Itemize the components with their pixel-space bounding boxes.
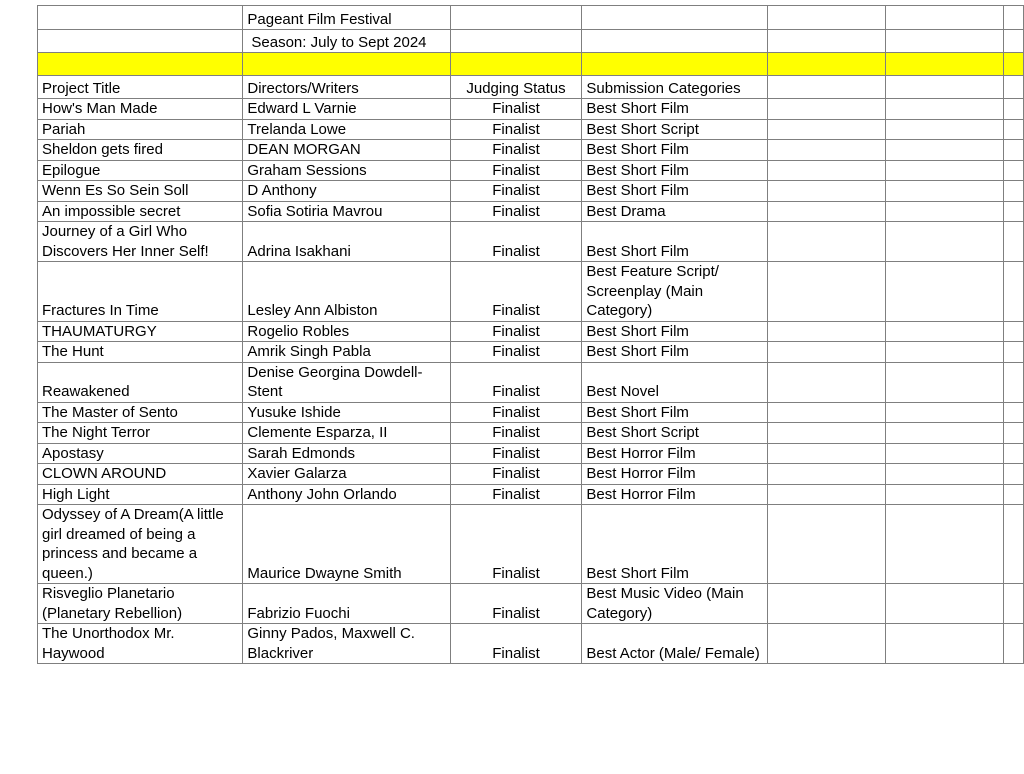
cell[interactable] (885, 30, 1004, 53)
project-title-cell[interactable]: Fractures In Time (38, 262, 243, 322)
header-submission-categories[interactable]: Submission Categories (582, 76, 768, 99)
cell[interactable] (885, 201, 1004, 222)
judging-status-cell[interactable]: Finalist (450, 99, 582, 120)
cell[interactable] (768, 464, 886, 485)
cell[interactable] (885, 362, 1004, 402)
cell[interactable] (885, 76, 1004, 99)
submission-category-cell[interactable]: Best Drama (582, 201, 768, 222)
cell[interactable] (1004, 321, 1024, 342)
project-title-cell[interactable]: Pariah (38, 119, 243, 140)
project-title-cell[interactable]: The Master of Sento (38, 402, 243, 423)
cell[interactable] (885, 624, 1004, 664)
submission-category-cell[interactable]: Best Horror Film (582, 443, 768, 464)
submission-category-cell[interactable]: Best Short Film (582, 181, 768, 202)
director-writer-cell[interactable]: DEAN MORGAN (243, 140, 450, 161)
cell[interactable] (885, 53, 1004, 76)
judging-status-cell[interactable]: Finalist (450, 119, 582, 140)
director-writer-cell[interactable]: Sarah Edmonds (243, 443, 450, 464)
sheet-body (38, 6, 1024, 664)
cell[interactable] (582, 6, 768, 30)
festival-season[interactable]: Season: July to Sept 2024 (243, 30, 450, 53)
director-writer-cell[interactable]: Xavier Galarza (243, 464, 450, 485)
director-writer-cell[interactable]: Yusuke Ishide (243, 402, 450, 423)
festival-name-row (38, 6, 1024, 30)
cell[interactable] (1004, 423, 1024, 444)
cell[interactable] (768, 624, 886, 664)
judging-status-cell[interactable]: Finalist (450, 222, 582, 262)
submission-category-cell[interactable]: Best Short Film (582, 402, 768, 423)
table-row (38, 181, 1024, 202)
table-row (38, 342, 1024, 363)
project-title-cell[interactable]: Sheldon gets fired (38, 140, 243, 161)
cell[interactable] (1004, 160, 1024, 181)
judging-status-cell[interactable]: Finalist (450, 505, 582, 584)
cell[interactable] (1004, 53, 1024, 76)
submission-category-cell[interactable]: Best Music Video (Main Category) (582, 584, 768, 624)
cell[interactable] (38, 30, 243, 53)
submission-category-cell[interactable]: Best Horror Film (582, 484, 768, 505)
table-row (38, 99, 1024, 120)
cell[interactable] (1004, 402, 1024, 423)
submission-category-cell[interactable]: Best Short Film (582, 222, 768, 262)
cell[interactable] (885, 342, 1004, 363)
cell[interactable] (1004, 181, 1024, 202)
project-title-cell[interactable]: Apostasy (38, 443, 243, 464)
cell[interactable] (885, 402, 1004, 423)
judging-status-cell[interactable]: Finalist (450, 484, 582, 505)
table-row (38, 423, 1024, 444)
cell[interactable] (885, 443, 1004, 464)
table-row (38, 505, 1024, 584)
project-title-cell[interactable]: The Unorthodox Mr. Haywood (38, 624, 243, 664)
judging-status-cell[interactable]: Finalist (450, 160, 582, 181)
cell[interactable] (1004, 464, 1024, 485)
judging-status-cell[interactable]: Finalist (450, 464, 582, 485)
project-title-cell[interactable]: The Hunt (38, 342, 243, 363)
project-title-cell[interactable]: Journey of a Girl Who Discovers Her Inner Self! (38, 222, 243, 262)
table-row (38, 201, 1024, 222)
judging-status-cell[interactable]: Finalist (450, 262, 582, 322)
cell[interactable] (768, 443, 886, 464)
cell[interactable] (768, 140, 886, 161)
table-row (38, 160, 1024, 181)
project-title-cell[interactable]: An impossible secret (38, 201, 243, 222)
table-row (38, 443, 1024, 464)
cell[interactable] (1004, 484, 1024, 505)
director-writer-cell[interactable]: Graham Sessions (243, 160, 450, 181)
cell[interactable] (450, 53, 582, 76)
table-row (38, 321, 1024, 342)
cell[interactable] (1004, 140, 1024, 161)
cell[interactable] (768, 362, 886, 402)
cell[interactable] (885, 464, 1004, 485)
director-writer-cell[interactable]: Edward L Varnie (243, 99, 450, 120)
judging-status-cell[interactable]: Finalist (450, 423, 582, 444)
submission-category-cell[interactable]: Best Horror Film (582, 464, 768, 485)
cell[interactable] (885, 181, 1004, 202)
table-row (38, 362, 1024, 402)
cell[interactable] (768, 423, 886, 444)
cell[interactable] (885, 262, 1004, 322)
column-header-row (38, 76, 1024, 99)
director-writer-cell[interactable]: Rogelio Robles (243, 321, 450, 342)
submission-category-cell[interactable]: Best Short Film (582, 99, 768, 120)
director-writer-cell[interactable]: D Anthony (243, 181, 450, 202)
director-writer-cell[interactable]: Sofia Sotiria Mavrou (243, 201, 450, 222)
submission-category-cell[interactable]: Best Actor (Male/ Female) (582, 624, 768, 664)
cell[interactable] (885, 584, 1004, 624)
cell[interactable] (768, 342, 886, 363)
director-writer-cell[interactable]: Anthony John Orlando (243, 484, 450, 505)
judging-status-cell[interactable]: Finalist (450, 181, 582, 202)
table-row (38, 624, 1024, 664)
submission-category-cell[interactable]: Best Short Script (582, 423, 768, 444)
highlighted-separator-row (38, 53, 1024, 76)
cell[interactable] (243, 53, 450, 76)
cell[interactable] (885, 160, 1004, 181)
cell[interactable] (768, 76, 886, 99)
cell[interactable] (1004, 201, 1024, 222)
cell[interactable] (768, 505, 886, 584)
cell[interactable] (1004, 624, 1024, 664)
table-row (38, 222, 1024, 262)
submission-category-cell[interactable]: Best Short Film (582, 160, 768, 181)
cell[interactable] (38, 53, 243, 76)
judging-status-cell[interactable]: Finalist (450, 584, 582, 624)
table-row (38, 119, 1024, 140)
project-title-cell[interactable]: High Light (38, 484, 243, 505)
cell[interactable] (768, 584, 886, 624)
cell[interactable] (768, 53, 886, 76)
submission-category-cell[interactable]: Best Short Film (582, 505, 768, 584)
project-title-cell[interactable]: CLOWN AROUND (38, 464, 243, 485)
cell[interactable] (768, 484, 886, 505)
director-writer-cell[interactable]: Fabrizio Fuochi (243, 584, 450, 624)
cell[interactable] (885, 6, 1004, 30)
header-judging-status[interactable]: Judging Status (450, 76, 582, 99)
festival-results-sheet (37, 5, 1024, 664)
submission-category-cell[interactable]: Best Short Film (582, 140, 768, 161)
cell[interactable] (768, 160, 886, 181)
cell[interactable] (768, 6, 886, 30)
cell[interactable] (885, 484, 1004, 505)
cell[interactable] (1004, 443, 1024, 464)
cell[interactable] (768, 222, 886, 262)
director-writer-cell[interactable]: Lesley Ann Albiston (243, 262, 450, 322)
cell[interactable] (768, 402, 886, 423)
cell[interactable] (1004, 584, 1024, 624)
project-title-cell[interactable]: How's Man Made (38, 99, 243, 120)
header-project-title[interactable]: Project Title (38, 76, 243, 99)
project-title-cell[interactable]: THAUMATURGY (38, 321, 243, 342)
cell[interactable] (768, 262, 886, 322)
judging-status-cell[interactable]: Finalist (450, 321, 582, 342)
director-writer-cell[interactable]: Amrik Singh Pabla (243, 342, 450, 363)
cell[interactable] (582, 30, 768, 53)
cell[interactable] (768, 201, 886, 222)
table-row (38, 464, 1024, 485)
cell[interactable] (885, 140, 1004, 161)
submission-category-cell[interactable]: Best Novel (582, 362, 768, 402)
festival-name[interactable]: Pageant Film Festival (243, 6, 450, 30)
cell[interactable] (1004, 119, 1024, 140)
table-row (38, 584, 1024, 624)
table-row (38, 402, 1024, 423)
cell[interactable] (582, 53, 768, 76)
judging-status-cell[interactable]: Finalist (450, 362, 582, 402)
judging-status-cell[interactable]: Finalist (450, 140, 582, 161)
cell[interactable] (768, 119, 886, 140)
judging-status-cell[interactable]: Finalist (450, 201, 582, 222)
director-writer-cell[interactable]: Clemente Esparza, II (243, 423, 450, 444)
cell[interactable] (768, 30, 886, 53)
cell[interactable] (1004, 342, 1024, 363)
cell[interactable] (450, 30, 582, 53)
table-row (38, 262, 1024, 322)
cell[interactable] (885, 321, 1004, 342)
submission-category-cell[interactable]: Best Short Film (582, 342, 768, 363)
cell[interactable] (885, 505, 1004, 584)
table-row (38, 140, 1024, 161)
director-writer-cell[interactable]: Trelanda Lowe (243, 119, 450, 140)
judging-status-cell[interactable]: Finalist (450, 624, 582, 664)
cell[interactable] (885, 222, 1004, 262)
director-writer-cell[interactable]: Ginny Pados, Maxwell C. Blackriver (243, 624, 450, 664)
project-title-cell[interactable]: Wenn Es So Sein Soll (38, 181, 243, 202)
header-directors-writers[interactable]: Directors/Writers (243, 76, 450, 99)
cell[interactable] (1004, 222, 1024, 262)
director-writer-cell[interactable]: Maurice Dwayne Smith (243, 505, 450, 584)
submission-category-cell[interactable]: Best Short Film (582, 321, 768, 342)
cell[interactable] (1004, 262, 1024, 322)
cell[interactable] (1004, 76, 1024, 99)
submission-category-cell[interactable]: Best Short Script (582, 119, 768, 140)
director-writer-cell[interactable]: Denise Georgina Dowdell-Stent (243, 362, 450, 402)
project-title-cell[interactable]: Risveglio Planetario (Planetary Rebellion) (38, 584, 243, 624)
submission-category-cell[interactable]: Best Feature Script/ Screenplay (Main Category) (582, 262, 768, 322)
cell[interactable] (1004, 505, 1024, 584)
judging-status-cell[interactable]: Finalist (450, 342, 582, 363)
cell[interactable] (885, 119, 1004, 140)
project-title-cell[interactable]: Reawakened (38, 362, 243, 402)
season-row (38, 30, 1024, 53)
cell[interactable] (38, 6, 243, 30)
cell[interactable] (1004, 30, 1024, 53)
cell[interactable] (768, 321, 886, 342)
cell[interactable] (1004, 99, 1024, 120)
judging-status-cell[interactable]: Finalist (450, 402, 582, 423)
project-title-cell[interactable]: Epilogue (38, 160, 243, 181)
table-row (38, 484, 1024, 505)
cell[interactable] (1004, 6, 1024, 30)
cell[interactable] (885, 99, 1004, 120)
project-title-cell[interactable]: Odyssey of A Dream(A little girl dreamed of being a princess and became a queen.) (38, 505, 243, 584)
project-title-cell[interactable]: The Night Terror (38, 423, 243, 444)
judging-status-cell[interactable]: Finalist (450, 443, 582, 464)
cell[interactable] (768, 99, 886, 120)
cell[interactable] (1004, 362, 1024, 402)
director-writer-cell[interactable]: Adrina Isakhani (243, 222, 450, 262)
cell[interactable] (768, 181, 886, 202)
cell[interactable] (885, 423, 1004, 444)
cell[interactable] (450, 6, 582, 30)
